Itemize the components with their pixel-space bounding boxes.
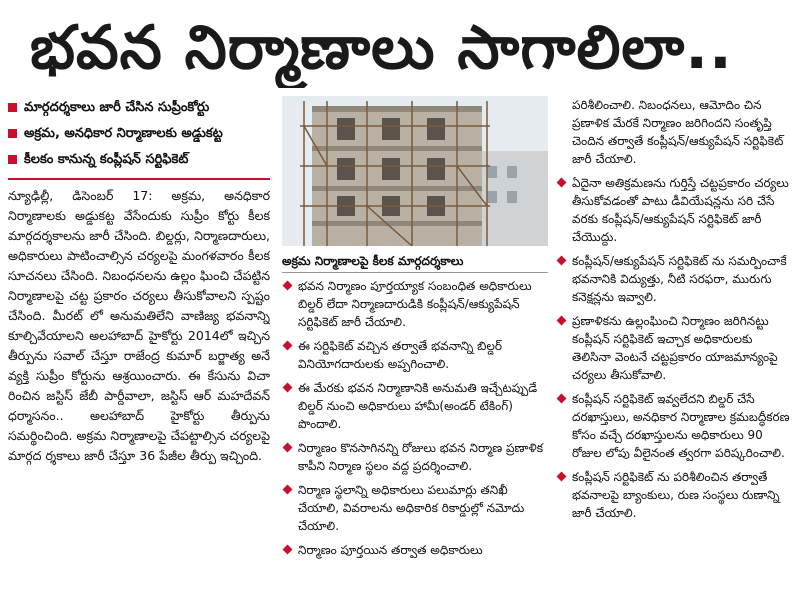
left-column bbox=[8, 96, 270, 608]
guideline-item: నిర్మాణ స్థలాన్ని అధికారులు పలుమార్లు తనిఖీ చేయాలి, వివరాలను అధికారిక రికార్డుల్లో నమోదు చేయాలి. bbox=[282, 481, 548, 535]
square-bullet-icon bbox=[8, 155, 17, 164]
diamond-bullet-icon bbox=[557, 256, 567, 266]
guideline-item: ప్రణాళికను ఉల్లంఘించి నిర్మాణం జరిగినట్టు కంప్లీషన్ సర్టిఫికెట్ ఇచ్చాక అధికారులకు తెలిసినా వెంటనే చట్టప్రకారం యాజమాన్యంపై చర్యలు తీసుకోవాలి. bbox=[556, 312, 794, 384]
square-bullet-icon bbox=[8, 129, 17, 138]
guideline-item: కంప్లీషన్ సర్టిఫికెట్ ను పరిశీలించిన తర్వాతే భవనాలపై బ్యాంకులు, రుణ సంస్థలు రుణాన్ని జారీ చేయాలి. bbox=[556, 468, 794, 522]
guideline-item: నిర్మాణం కొనసాగినన్ని రోజులు భవన నిర్మాణ ప్రణాళిక కాపీని నిర్మాణ స్థలం వద్ద ప్రదర్శించాలి. bbox=[282, 439, 548, 475]
diamond-bullet-icon bbox=[557, 316, 567, 326]
guideline-item: కంప్లీషన్ సర్టిఫికెట్ ఇవ్వలేదని బిల్డర్ చేసే దరఖాస్తులు, అనధికార నిర్మాణాల క్రమబద్ధీకరణ కోసం వచ్చే దరఖాస్తులను అధికారులు 90 రోజుల లోపు వీలైనంత త్వరగా పరిష్కరించాలి. bbox=[556, 390, 794, 462]
highlight-item: కీలకం కానున్న కంప్లీషన్ సర్టిఫికెట్ bbox=[8, 152, 270, 168]
highlights-list bbox=[8, 100, 270, 168]
guideline-item: భవన నిర్మాణం పూర్తయ్యాక సంబంధిత అధికారులు బిల్డర్ లేదా నిర్మాణదారుడికి కంప్లీషన్/ఆక్యుపేషన్ సర్టిఫికెట్ జారీ చేయాలి. bbox=[282, 277, 548, 331]
diamond-bullet-icon bbox=[557, 394, 567, 404]
guideline-item: ఏదైనా అతిక్రమణను గుర్తిస్తే చట్టప్రకారం చర్యలు తీసుకోవడంతో పాటు డీవియేషన్లను సరి చేసే వరకు కంప్లీషన్/ఆక్యుపేషన్ సర్టిఫికెట్ జారీ చేయొద్దు. bbox=[556, 174, 794, 246]
square-bullet-icon bbox=[8, 103, 17, 112]
photo-caption: అక్రమ నిర్మాణాలపై కీలక మార్గదర్శకాలు bbox=[282, 252, 548, 273]
headline: భవన నిర్మాణాలు సాగాలిలా.. bbox=[30, 13, 733, 83]
building-photo bbox=[282, 96, 548, 246]
divider bbox=[8, 178, 270, 180]
diamond-bullet-icon bbox=[283, 545, 293, 555]
guideline-item: నిర్మాణం పూర్తయిన తర్వాత అధికారులు bbox=[282, 541, 548, 559]
right-column bbox=[556, 96, 794, 608]
diamond-bullet-icon bbox=[283, 383, 293, 393]
guideline-item: ఈ సర్టిఫికెట్ వచ్చిన తర్వాతే భవనాన్ని బిల్డర్ వినియోగదారులకు అప్పగించాలి. bbox=[282, 337, 548, 373]
diamond-bullet-icon bbox=[283, 281, 293, 291]
guideline-continuation: పరిశీలించాలి. నిబంధనలు, ఆమోదిం చిన ప్రణాళిక మేరకే నిర్మాణం జరిగిందని సంతృప్తి చెందిన తర్వాతే కంప్లీషన్/ఆక్యుపేషన్ సర్టిఫికెట్ జారీ చేయాలి. bbox=[572, 98, 784, 166]
article-paragraph: న్యూఢిల్లీ, డిసెంబర్ 17: అక్రమ, అనధికార నిర్మాణాలకు అడ్డుకట్ట వేసేందుకు సుప్రీం కోర్టు కీలక మార్గదర్శకాలను జారీ చేసింది. బిల్డర్లు, నిర్మాణదారులు, అధికారులు పాటించాల్సిన చర్యలపై మంగళవారం కీలక సూచనలు చేసింది. నిబంధనలను ఉల్లం ఘించి చేపట్టిన నిర్మాణాలపై చట్ట ప్రకారం చర్యలు తీసుకోవాలని స్పష్టం చేసింది. మీరట్ లో అనుమతిలేని వాణిజ్య భవనాన్ని కూల్చివేయాలని అలహాబాద్ హైకోర్టు 2014లో ఇచ్చిన తీర్పును సవాల్ చేస్తూ రాజేంద్ర కుమార్ బర్జాత్య అనే వ్యక్తి సుప్రీం కోర్టును ఆశ్రయించారు. ఈ కేసును విచా రించిన జస్టిస్ జేబీ పార్దీవాలా, జస్టిస్ ఆర్ మహదేవన్ ధర్మాసనం.. అలహాబాద్ హైకోర్టు తీర్పును సమర్థించింది. అక్రమ నిర్మాణాలపై చేపట్టాల్సిన చర్యలపై మార్గద ర్శకాలు జారీ చేస్తూ 36 పేజీల తీర్పు ఇచ్చింది. bbox=[8, 188, 270, 463]
diamond-bullet-icon bbox=[283, 485, 293, 495]
diamond-bullet-icon bbox=[557, 178, 567, 188]
article-body bbox=[8, 186, 270, 466]
middle-column bbox=[282, 96, 548, 608]
guideline-item: కంప్లీషన్/ఆక్యుపేషన్ సర్టిఫికెట్ ను సమర్పించాకే భవనానికి విద్యుత్తు, నీటి సరఫరా, మురుగు కనెక్షన్లను ఇవ్వాలి. bbox=[556, 252, 794, 306]
construction-building-illustration bbox=[282, 96, 548, 246]
diamond-bullet-icon bbox=[283, 341, 293, 351]
highlight-item: మార్గదర్శకాలు జారీ చేసిన సుప్రీంకోర్టు bbox=[8, 100, 270, 116]
diamond-bullet-icon bbox=[283, 443, 293, 453]
guidelines-list-middle bbox=[282, 277, 548, 559]
highlight-item: అక్రమ, అనధికార నిర్మాణాలకు అడ్డుకట్ట bbox=[8, 126, 270, 142]
diamond-bullet-icon bbox=[557, 472, 567, 482]
guidelines-list-right bbox=[556, 174, 794, 522]
guideline-item: ఈ మేరకు భవన నిర్మాణానికి అనుమతి ఇచ్చేటప్పుడే బిల్డర్ నుంచి అధికారులు హామీ(అండర్ టేకింగ్) పొందాలి. bbox=[282, 379, 548, 433]
